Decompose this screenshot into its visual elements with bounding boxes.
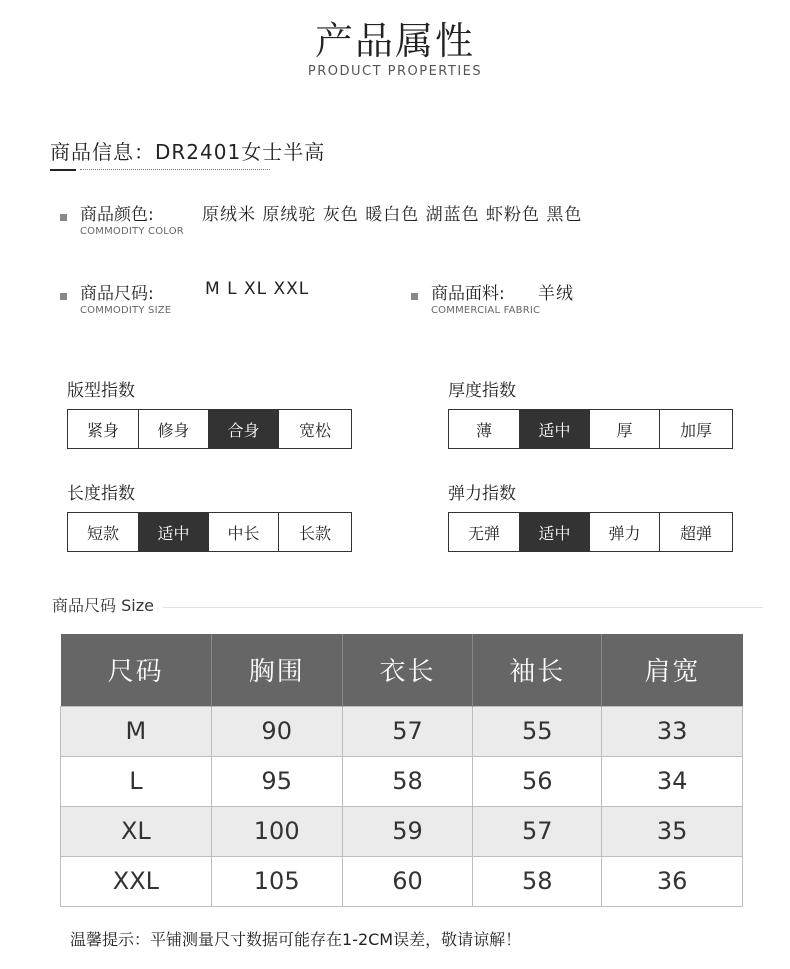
attr-size-sub: COMMODITY SIZE (80, 305, 172, 316)
elasticity-index-title: 弹力指数 (448, 484, 516, 504)
attr-size-value: M L XL XXL (205, 279, 310, 299)
table-cell: 60 (342, 856, 473, 906)
measurement-note: 温馨提示：平铺测量尺寸数据可能存在1-2CM误差，敬请谅解！ (70, 930, 522, 949)
table-cell: L (61, 756, 212, 806)
fit-option: 紧身 (68, 410, 139, 448)
table-cell: 105 (211, 856, 342, 906)
elasticity-index-selector (448, 512, 733, 552)
thickness-option: 加厚 (679, 420, 712, 440)
attr-color-sub: COMMODITY COLOR (80, 226, 184, 237)
page-subtitle: PRODUCT PROPERTIES (307, 64, 483, 79)
attr-color-value: 原绒米 原绒驼 灰色 暖白色 湖蓝色 虾粉色 黑色 (202, 205, 583, 225)
attr-size (60, 279, 380, 324)
table-cell: 34 (602, 756, 743, 806)
attr-size-label: 商品尺码: (80, 284, 154, 304)
fit-index-selector (67, 409, 352, 449)
attr-fabric-value: 羊绒 (538, 284, 574, 304)
table-row (61, 856, 743, 906)
table-cell: 100 (211, 806, 342, 856)
length-option: 中长 (209, 513, 279, 551)
page-title: 产品属性 (314, 19, 475, 63)
header-cell: 衣长 (342, 634, 473, 706)
length-option: 短款 (68, 513, 139, 551)
header-cell: 肩宽 (602, 634, 743, 706)
table-cell: 56 (473, 756, 602, 806)
table-cell: 90 (211, 706, 342, 756)
table-cell: 57 (342, 706, 473, 756)
underline-solid (50, 169, 76, 171)
elasticity-option: 弹力 (590, 513, 660, 551)
table-row (61, 706, 743, 756)
length-index-title: 长度指数 (67, 484, 135, 504)
thickness-index-selector (448, 409, 733, 449)
thickness-option: 厚 (590, 410, 660, 448)
attr-fabric-sub: COMMERCIAL FABRIC (431, 305, 541, 316)
table-cell: 59 (342, 806, 473, 856)
thickness-index-title: 厚度指数 (448, 381, 516, 401)
table-cell: XL (61, 806, 212, 856)
table-cell: 55 (473, 706, 602, 756)
size-chart-rule (163, 607, 763, 608)
attr-color-label: 商品颜色: (80, 205, 154, 225)
table-cell: 58 (342, 756, 473, 806)
table-row (61, 756, 743, 806)
table-row (61, 806, 743, 856)
size-table-header (61, 634, 743, 706)
underline-dots (80, 169, 270, 170)
product-info (50, 136, 325, 165)
table-cell: 57 (473, 806, 602, 856)
table-cell: XXL (61, 856, 212, 906)
table-cell: 36 (602, 856, 743, 906)
table-cell: 35 (602, 806, 743, 856)
elasticity-option: 无弹 (449, 513, 520, 551)
square-bullet-icon (60, 214, 67, 221)
attr-fabric-label: 商品面料: (431, 284, 505, 304)
header-cell: 袖长 (473, 634, 602, 706)
elasticity-option-selected: 适中 (520, 513, 590, 551)
header-cell: 胸围 (211, 634, 342, 706)
fit-option: 宽松 (298, 420, 331, 440)
fit-option-selected: 合身 (209, 410, 279, 448)
attr-color (60, 200, 660, 245)
table-cell: M (61, 706, 212, 756)
length-option: 长款 (298, 523, 331, 543)
table-cell: 33 (602, 706, 743, 756)
table-cell: 58 (473, 856, 602, 906)
header-cell: 尺码 (61, 634, 212, 706)
length-option-selected: 适中 (139, 513, 209, 551)
elasticity-option: 超弹 (679, 523, 712, 543)
thickness-option-selected: 适中 (520, 410, 590, 448)
square-bullet-icon (60, 293, 67, 300)
size-table (60, 634, 743, 907)
size-chart-title: 商品尺码 Size (52, 596, 154, 615)
square-bullet-icon (411, 293, 418, 300)
product-info-label: 商品信息： (50, 140, 155, 164)
length-index-selector (67, 512, 352, 552)
product-info-underline (50, 169, 270, 171)
fit-option: 修身 (139, 410, 209, 448)
fit-index-title: 版型指数 (67, 381, 135, 401)
thickness-option: 薄 (449, 410, 520, 448)
attr-fabric (411, 279, 711, 324)
table-cell: 95 (211, 756, 342, 806)
product-info-value: DR2401女士半高 (155, 140, 326, 164)
